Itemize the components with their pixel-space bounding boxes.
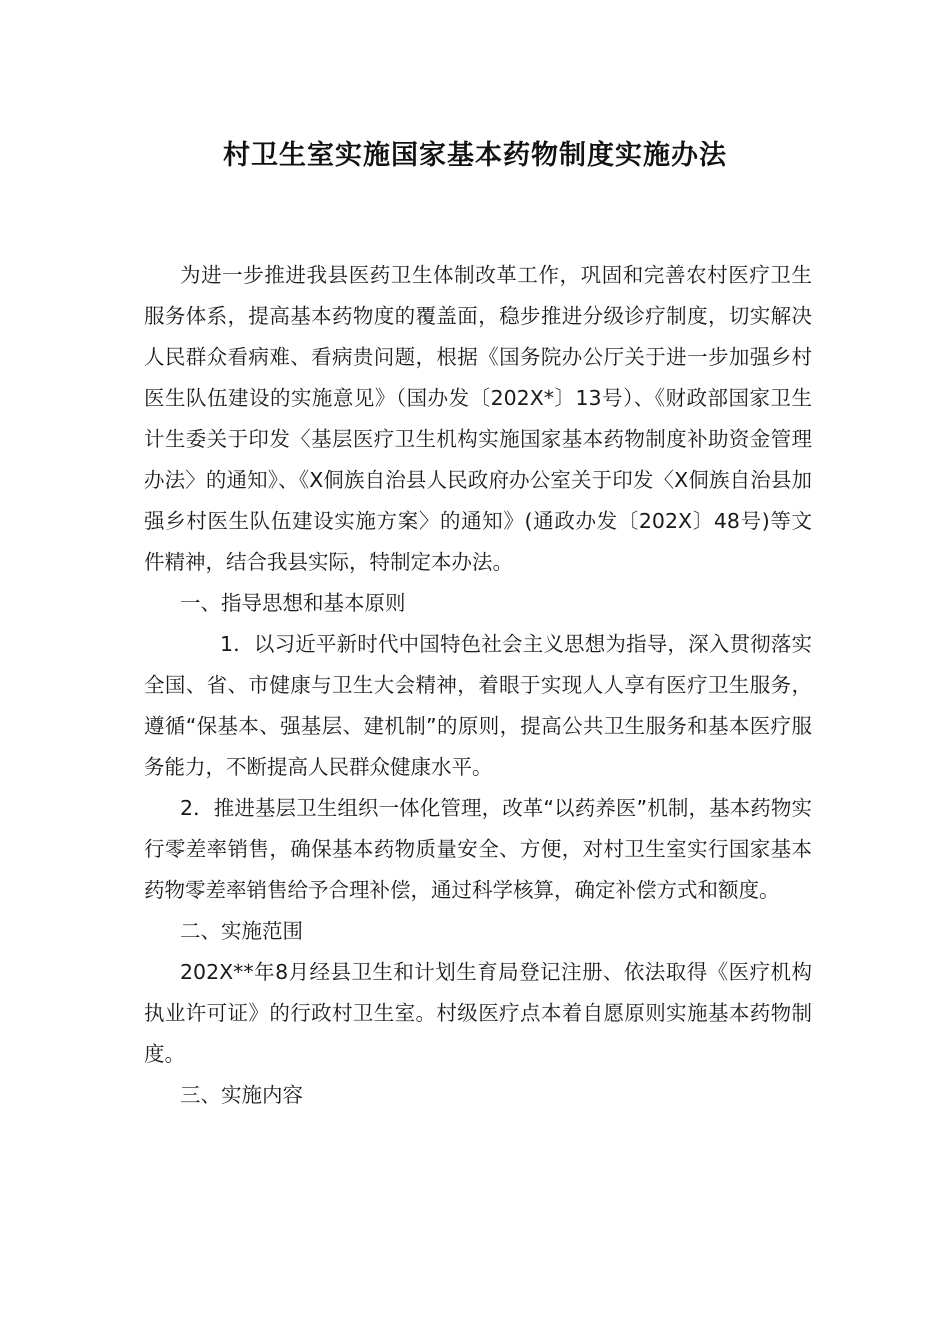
- scope-paragraph: 202X**年8月经县卫生和计划生育局登记注册、依法取得《医疗机构执业许可证》的行政村卫生室。村级医疗点本着自愿原则实施基本药物制度。: [144, 960, 812, 1066]
- section-heading-2: 二、实施范围: [180, 919, 303, 943]
- intro-paragraph: 为进一步推进我县医药卫生体制改革工作，巩固和完善农村医疗卫生服务体系，提高基本药物度的覆盖面，稳步推进分级诊疗制度，切实解决人民群众看病难、看病贵问题，根据《国务院办公厅关于进一步加强乡村医生队伍建设的实施意见》（国办发〔202X*〕13号）、《财政部国家卫生计生委关于印发〈基层医疗卫生机构实施国家基本药物制度补助资金管理办法〉的通知》、《X侗族自治县人民政府办公室关于印发〈X侗族自治县加强乡村医生队伍建设实施方案〉的通知》(通政办发〔202X〕48号)等文件精神，结合我县实际，特制定本办法。: [144, 263, 812, 574]
- section-heading-3: 三、实施内容: [180, 1083, 303, 1107]
- section-heading-1: 一、指导思想和基本原则: [180, 591, 406, 615]
- document-body: [144, 255, 812, 1116]
- principle-paragraph-2: 2．推进基层卫生组织一体化管理，改革“以药养医”机制，基本药物实行零差率销售，确保基本药物质量安全、方便，对村卫生室实行国家基本药物零差率销售给予合理补偿，通过科学核算，确定补偿方式和额度。: [144, 796, 812, 902]
- principle-paragraph-1: 1．以习近平新时代中国特色社会主义思想为指导，深入贯彻落实全国、省、市健康与卫生大会精神，着眼于实现人人享有医疗卫生服务，遵循“保基本、强基层、建机制”的原则，提高公共卫生服务和基本医疗服务能力，不断提高人民群众健康水平。: [144, 632, 812, 779]
- document-title: 村卫生室实施国家基本药物制度实施办法: [223, 140, 727, 171]
